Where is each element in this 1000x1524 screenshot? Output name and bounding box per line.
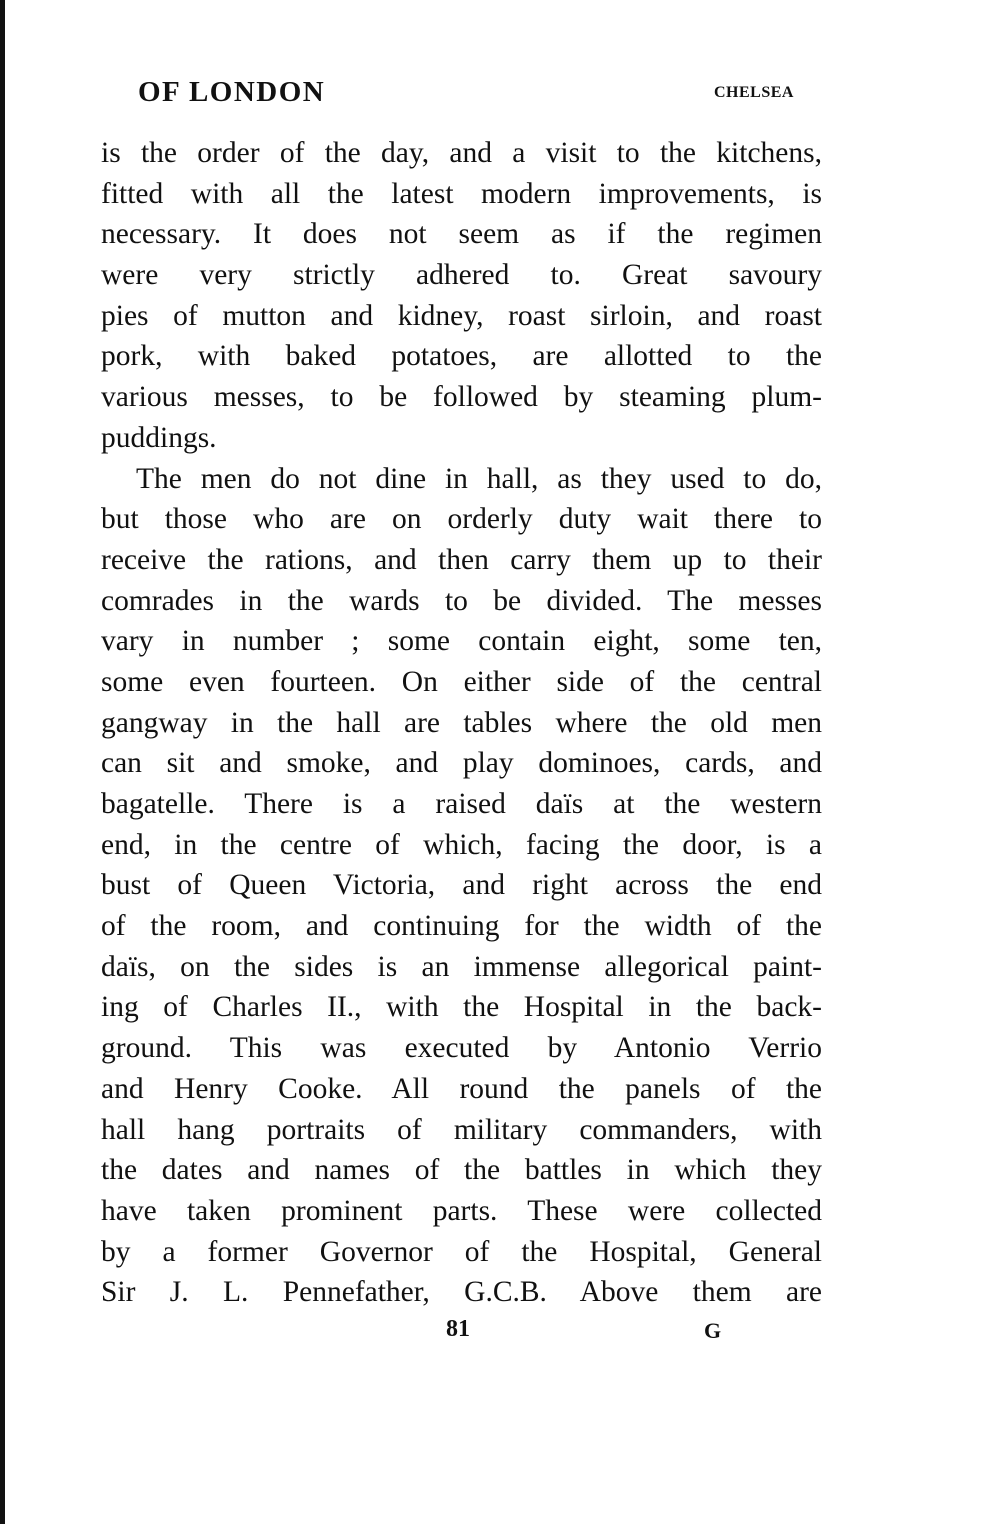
text-line: pies of mutton and kidney, roast sirloin, and roast bbox=[101, 299, 822, 332]
text-line: of the room, and continuing for the width of the bbox=[101, 910, 822, 943]
text-line: Sir J. L. Pennefather, G.C.B. Above them are bbox=[101, 1276, 822, 1309]
text-line: necessary. It does not seem as if the regimen bbox=[101, 218, 822, 251]
text-line: pork, with baked potatoes, are allotted to the bbox=[101, 340, 822, 373]
text-line: bust of Queen Victoria, and right across the end bbox=[101, 869, 822, 902]
text-line: puddings. bbox=[101, 421, 217, 454]
text-line: but those who are on orderly duty wait there to bbox=[101, 503, 822, 536]
text-line: receive the rations, and then carry them up to their bbox=[101, 543, 822, 576]
text-line: fitted with all the latest modern improvements, is bbox=[101, 177, 822, 210]
text-line: various messes, to be followed by steaming plum- bbox=[101, 381, 822, 414]
text-line: ground. This was executed by Antonio Verrio bbox=[101, 1032, 822, 1065]
text-line: some even fourteen. On either side of the central bbox=[101, 665, 822, 698]
text-line: gangway in the hall are tables where the old men bbox=[101, 706, 822, 739]
text-line: vary in number ; some contain eight, some ten, bbox=[101, 625, 822, 658]
page-number: 81 bbox=[446, 1316, 470, 1342]
text-line: bagatelle. There is a raised daïs at the western bbox=[101, 788, 822, 820]
text-line: is the order of the day, and a visit to the kitchens, bbox=[101, 137, 822, 169]
text-line: The men do not dine in hall, as they used to do, bbox=[136, 462, 822, 495]
text-line: the dates and names of the battles in which they bbox=[101, 1154, 822, 1187]
text-line: can sit and smoke, and play dominoes, cards, and bbox=[101, 747, 822, 780]
text-line: daïs, on the sides is an immense allegorical paint- bbox=[101, 950, 822, 983]
text-line: and Henry Cooke. All round the panels of the bbox=[101, 1072, 822, 1105]
text-line: end, in the centre of which, facing the door, is a bbox=[101, 828, 822, 861]
scan-edge bbox=[0, 0, 5, 1524]
running-head-left: OF LONDON bbox=[138, 76, 326, 108]
running-head-right: CHELSEA bbox=[714, 84, 794, 101]
text-line: comrades in the wards to be divided. The messes bbox=[101, 584, 822, 617]
text-line: were very strictly adhered to. Great savoury bbox=[101, 259, 822, 292]
text-line: by a former Governor of the Hospital, General bbox=[101, 1235, 822, 1268]
text-line: ing of Charles II., with the Hospital in the back- bbox=[101, 991, 822, 1024]
page-body bbox=[101, 133, 822, 1313]
signature-mark: G bbox=[704, 1318, 722, 1343]
text-line: have taken prominent parts. These were collected bbox=[101, 1194, 822, 1227]
text-line: hall hang portraits of military commanders, with bbox=[101, 1113, 822, 1146]
